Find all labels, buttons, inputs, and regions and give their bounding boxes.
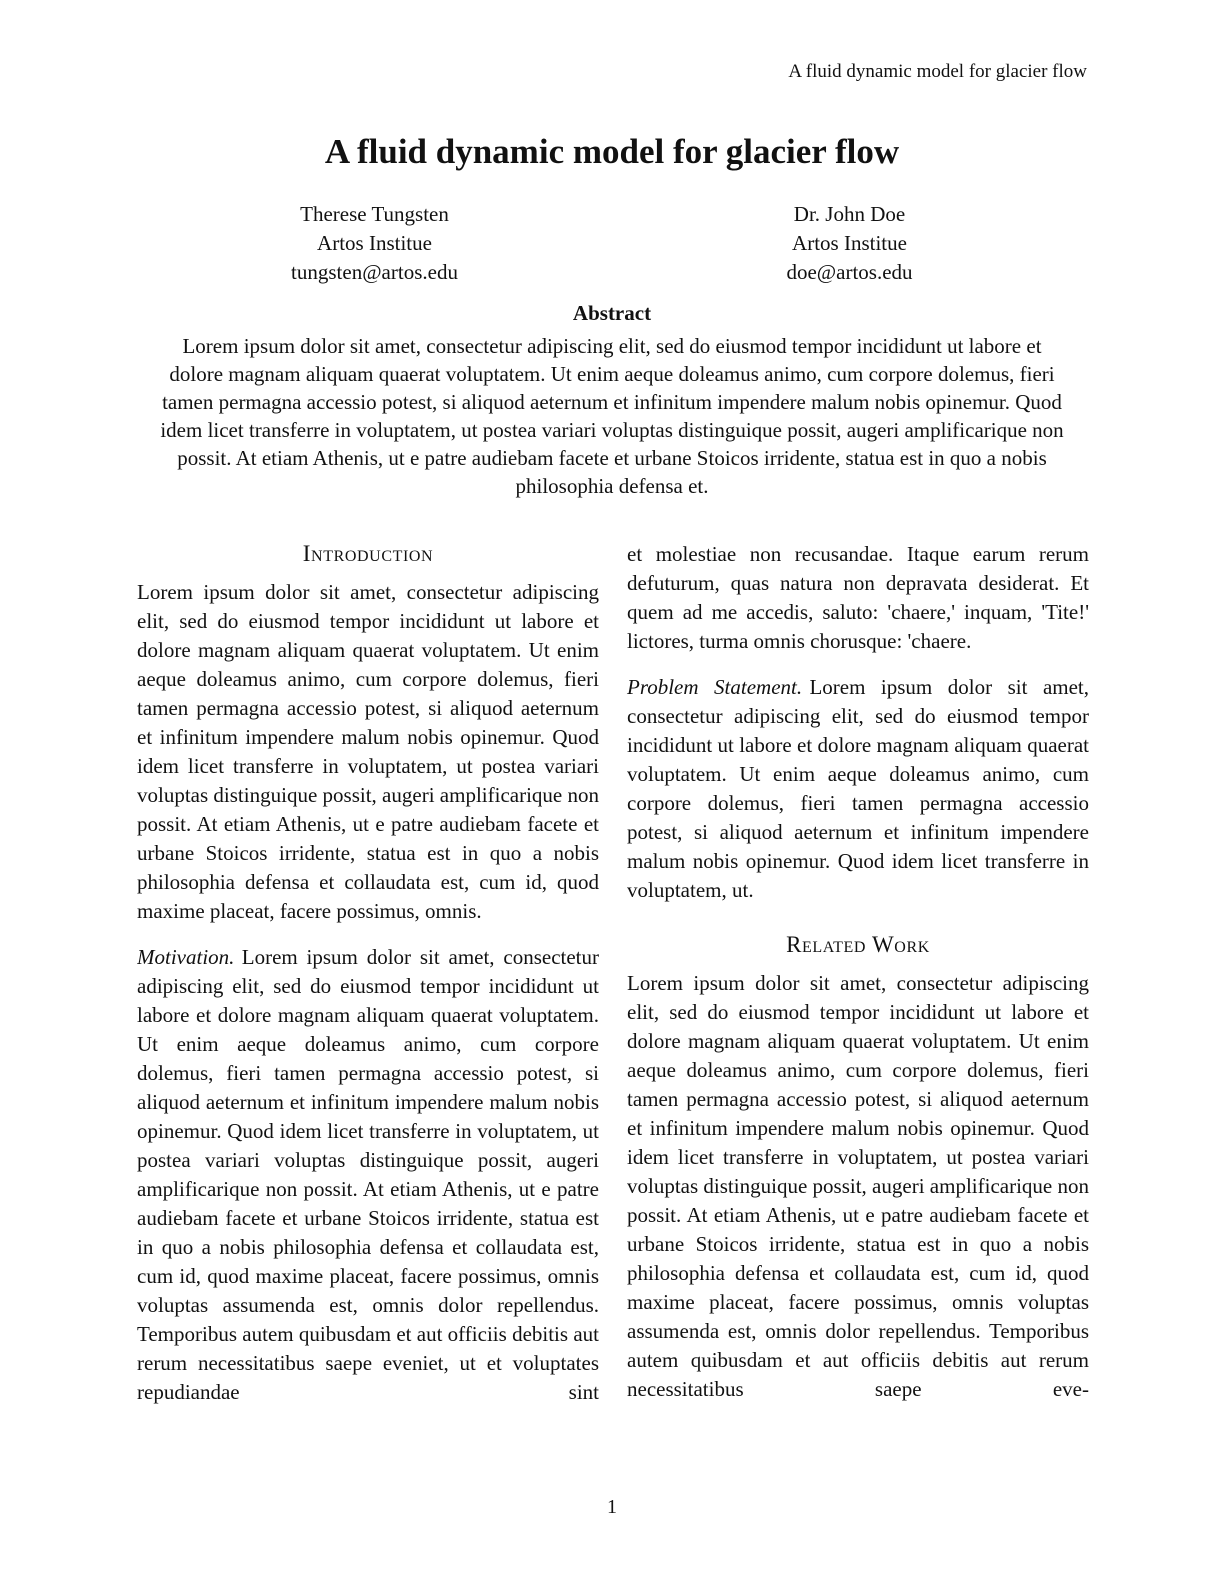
author-affiliation: Artos Institue (792, 231, 907, 255)
author-name: Dr. John Doe (793, 202, 906, 226)
abstract-section (0, 301, 1224, 500)
author-affiliation: Artos Institue (317, 231, 432, 255)
problem-statement-paragraph (627, 673, 1089, 905)
author-name: Therese Tungsten (300, 202, 449, 226)
author-block-2 (612, 200, 1087, 287)
section-heading-introduction: Introduction (302, 541, 434, 566)
body-columns (137, 540, 1089, 1458)
motivation-paragraph (137, 943, 599, 1407)
left-column (137, 540, 599, 1458)
related-work-paragraph: Lorem ipsum dolor sit amet, consectetur adipiscing elit, sed do eiusmod tempor incididunt ut labore et dolore magnam aliquam quaerat voluptatem. Ut enim aeque doleamus animo, cum corpore dolemus, fieri tamen permagna accessio potest, si aliquod aeternum et infinitum impendere malum nobis opinemur. Quod idem licet transferre in voluptatem, ut postea variari voluptas distinguique possit, augeri amplificarique non possit. At etiam Athenis, ut e patre audiebam facete et urbane Stoicos irridente, statua est in quo a nobis philosophia defensa et collaudata est, cum id, quod maxime placeat, facere possimus, omnis voluptas assumenda est, omnis dolor repellendus. Temporibus autem quibusdam et aut officiis debitis aut rerum necessitatibus saepe eve- (627, 971, 1089, 1401)
authors-row (137, 200, 1087, 287)
running-header: A fluid dynamic model for glacier flow (788, 61, 1087, 82)
problem-statement-label: Problem Statement. (627, 675, 803, 699)
introduction-paragraph: Lorem ipsum dolor sit amet, consectetur adipiscing elit, sed do eiusmod tempor incididunt ut labore et dolore magnam aliquam quaerat voluptatem. Ut enim aeque doleamus animo, cum corpore dolemus, fieri tamen permagna accessio potest, si aliquod aeternum et infinitum impendere malum nobis opinemur. Quod idem licet transferre in voluptatem, ut postea variari voluptas distinguique possit, augeri amplificarique non possit. At etiam Athenis, ut e patre audiebam facete et urbane Stoicos irridente, statua est in quo a nobis philosophia defensa et collaudata est, cum id, quod maxime placeat, facere possimus, omnis. (137, 580, 599, 923)
motivation-label: Motivation. (137, 945, 235, 969)
paper-title: A fluid dynamic model for glacier flow (324, 132, 900, 171)
motivation-text-left: Lorem ipsum dolor sit amet, consectetur adipiscing elit, sed do eiusmod tempor incididunt ut labore et dolore magnam aliquam quaerat voluptatem. Ut enim aeque doleamus animo, cum corpore dolemus, fieri tamen permagna accessio potest, si aliquod aeternum et infinitum impendere malum nobis opinemur. Quod idem licet transferre in voluptatem, ut postea variari voluptas distinguique possit, augeri amplificarique non possit. At etiam Athenis, ut e patre audiebam facete et urbane Stoicos irridente, statua est in quo a nobis philosophia defensa et collaudata est, cum id, quod maxime placeat, facere possimus, omnis voluptas assumenda est, omnis dolor repellendus. Temporibus autem quibusdam et aut officiis debitis aut rerum necessitatibus saepe eveniet, ut et voluptates repudiandae sint (137, 945, 599, 1404)
right-column (627, 540, 1089, 1458)
section-heading-related-work: Related Work (786, 932, 930, 957)
page-number: 1 (607, 1496, 617, 1518)
abstract-heading: Abstract (572, 301, 652, 325)
author-block-1 (137, 200, 612, 287)
author-email: doe@artos.edu (786, 260, 913, 284)
abstract-text: Lorem ipsum dolor sit amet, consectetur adipiscing elit, sed do eiusmod tempor incididunt ut labore et dolore magnam aliquam quaerat voluptatem. Ut enim aeque doleamus animo, cum corpore dolemus, fieri tamen permagna accessio potest, si aliquod aeternum et infinitum impendere malum nobis opinemur. Quod idem licet transferre in voluptatem, ut postea variari voluptas distinguique possit, augeri amplificarique non possit. At etiam Athenis, ut e patre audiebam facete et urbane Stoicos irridente, statua est in quo a nobis philosophia defensa et. (160, 334, 1064, 498)
motivation-continuation-paragraph: et molestiae non recusandae. Itaque earum rerum defuturum, quas natura non depravata desiderat. Et quem ad me accedis, saluto: 'chaere,' inquam, 'Tite!' lictores, turma omnis chorusque: 'chaere. (627, 542, 1089, 653)
author-email: tungsten@artos.edu (291, 260, 458, 284)
problem-statement-text: Lorem ipsum dolor sit amet, consectetur adipiscing elit, sed do eiusmod tempor incididunt ut labore et dolore magnam aliquam quaerat voluptatem. Ut enim aeque doleamus animo, cum corpore dolemus, fieri tamen permagna accessio potest, si aliquod aeternum et infinitum impendere malum nobis opinemur. Quod idem licet transferre in voluptatem, ut. (627, 675, 1089, 902)
